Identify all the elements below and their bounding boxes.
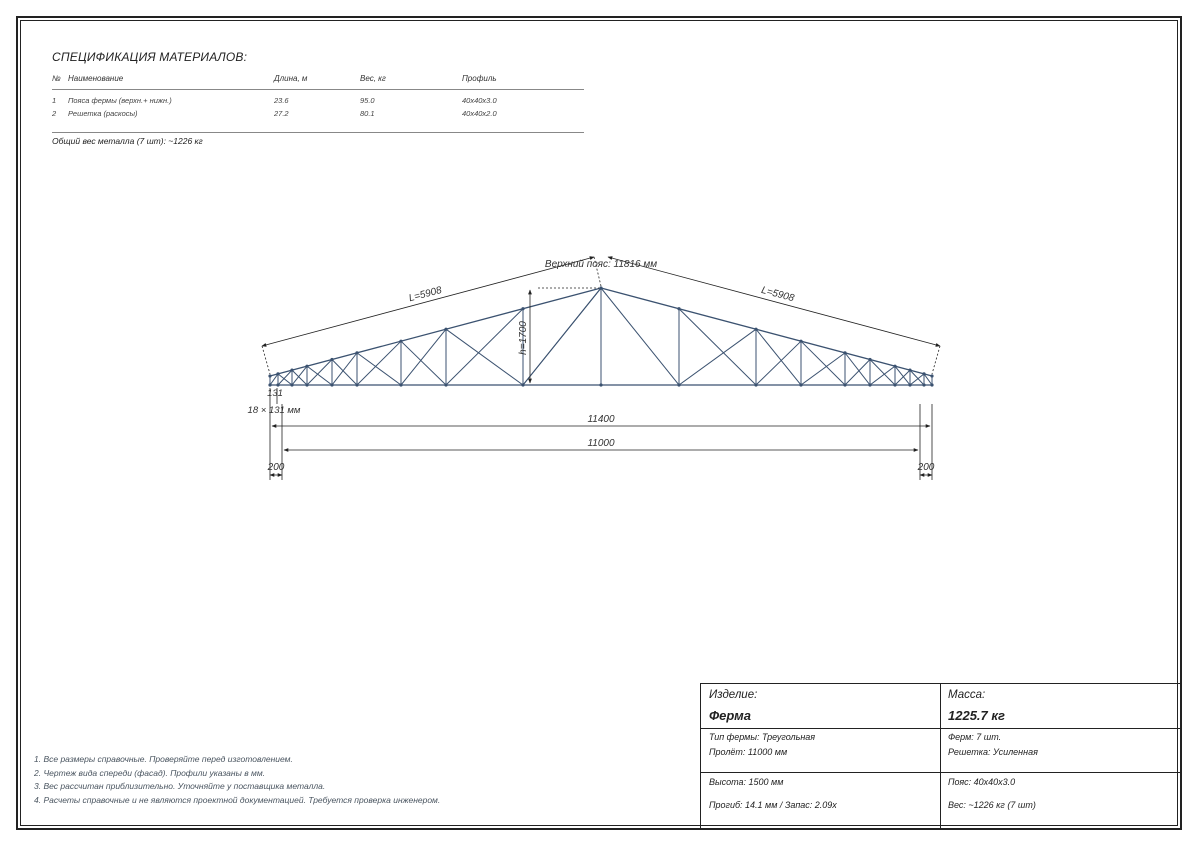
truss-node — [268, 383, 271, 386]
web-diagonal — [332, 353, 357, 385]
truss-node — [305, 383, 308, 386]
spec-cell-profile: 40x40x3.0 — [462, 96, 497, 105]
title-block — [700, 683, 1180, 828]
truss-node — [893, 365, 896, 368]
chord-profile: Пояс: 40x40x3.0 — [948, 777, 1016, 787]
truss-node — [930, 374, 933, 377]
step-label: 131 — [267, 388, 283, 399]
truss-node — [355, 351, 358, 354]
spec-cell-length: 23.6 — [274, 96, 289, 105]
web-diagonal — [357, 341, 401, 385]
left-top-chord — [270, 288, 601, 376]
truss-node — [908, 383, 911, 386]
spec-cell-num: 1 — [52, 96, 57, 105]
truss-node — [893, 383, 896, 386]
truss-node — [276, 383, 279, 386]
drawing-notes — [34, 753, 440, 807]
title-block-rule-1 — [701, 728, 1180, 729]
right-slope-dim-line — [608, 257, 940, 346]
truss-type: Тип фермы: Треугольная — [709, 732, 816, 742]
height-dimension — [530, 288, 599, 383]
truss-node — [276, 372, 279, 375]
mass-label: Масса: — [948, 689, 986, 701]
truss-node — [521, 383, 524, 386]
deflection-value: Прогиб: 14.1 мм / Запас: 2.09x — [709, 800, 837, 810]
note-item: 2. Чертеж вида спереди (фасад). Профили указаны в мм. — [34, 767, 266, 778]
height-label: h=1700 — [518, 321, 529, 355]
title-block-divider — [940, 684, 941, 828]
spec-header-name: Наименование — [68, 74, 124, 83]
truss-node — [521, 307, 524, 310]
truss-node — [930, 383, 933, 386]
truss-node — [677, 383, 680, 386]
truss-node — [868, 383, 871, 386]
web-diagonal — [523, 288, 601, 385]
product-label: Изделие: — [709, 689, 758, 701]
web-diagonal — [801, 341, 845, 385]
truss-node — [799, 383, 802, 386]
truss-members — [270, 288, 932, 385]
truss-node — [290, 369, 293, 372]
web-diagonal — [679, 309, 756, 385]
web-diagonal — [679, 329, 756, 385]
truss-node — [843, 383, 846, 386]
web-diagonal — [332, 360, 357, 385]
truss-node — [330, 383, 333, 386]
spec-cell-profile: 40x40x2.0 — [462, 109, 497, 118]
truss-node — [290, 383, 293, 386]
truss-node — [922, 372, 925, 375]
left-slope-ext-1 — [262, 346, 270, 374]
web-diagonal — [446, 309, 523, 385]
span-dim-label: 11000 — [587, 438, 615, 449]
note-item: 3. Вес рассчитан приблизительно. Уточняйте у поставщика металла. — [34, 781, 326, 791]
overall-dim-label: 11400 — [587, 414, 615, 425]
spec-cell-weight: 95.0 — [360, 96, 375, 105]
truss-node — [843, 351, 846, 354]
web-diagonal — [401, 341, 446, 385]
right-slope-label: L=5908 — [759, 284, 796, 305]
left-slope-dimension — [262, 257, 601, 374]
truss-node — [677, 307, 680, 310]
truss-node — [922, 383, 925, 386]
truss-count: Ферм: 7 шт. — [948, 732, 1002, 742]
right-top-chord — [601, 288, 932, 376]
spec-header-num: № — [52, 74, 61, 83]
truss-node — [399, 383, 402, 386]
truss-node — [754, 328, 757, 331]
web-diagonal — [357, 353, 401, 385]
web-diagonal — [845, 353, 870, 385]
total-weight-value: Вес: ~1226 кг (7 шт) — [948, 800, 1036, 810]
spec-header-profile: Профиль — [462, 74, 497, 83]
web-diagonal — [756, 341, 801, 385]
spec-title: СПЕЦИФИКАЦИЯ МАТЕРИАЛОВ: — [52, 50, 248, 64]
height-value: Высота: 1500 мм — [709, 777, 784, 787]
note-item: 1. Все размеры справочные. Проверяйте перед изготовлением. — [34, 754, 293, 764]
spec-cell-name: Пояса фермы (верхн.+ нижн.) — [68, 96, 172, 105]
truss-node — [599, 286, 602, 289]
spec-cell-length: 27.2 — [274, 109, 289, 118]
spec-total-weight: Общий вес металла (7 шт): ~1226 кг — [52, 136, 203, 146]
truss-node — [799, 340, 802, 343]
truss-node — [754, 383, 757, 386]
truss-node — [599, 383, 602, 386]
truss-node — [868, 358, 871, 361]
spec-cell-weight: 80.1 — [360, 109, 375, 118]
truss-node — [908, 369, 911, 372]
web-diagonal — [601, 288, 679, 385]
web-diagonal — [401, 329, 446, 385]
truss-node — [355, 383, 358, 386]
truss-node — [268, 374, 271, 377]
left-offset-label: 200 — [267, 462, 285, 473]
lattice-type: Решетка: Усиленная — [948, 747, 1038, 757]
left-slope-label: L=5908 — [407, 284, 444, 305]
right-offset-label: 200 — [917, 462, 935, 473]
truss-node — [330, 358, 333, 361]
right-slope-ext-1 — [932, 346, 940, 374]
top-chord-label: Верхний пояс: 11816 мм — [544, 259, 658, 270]
mass-value: 1225.7 кг — [948, 708, 1005, 723]
web-diagonal — [307, 366, 332, 385]
spec-header-length: Длина, м — [274, 74, 308, 83]
title-block-rule-2 — [701, 772, 1180, 773]
truss-node — [305, 365, 308, 368]
spec-cell-name: Решетка (раскосы) — [68, 109, 138, 118]
span-value: Пролёт: 11000 мм — [709, 747, 788, 757]
web-diagonal — [801, 353, 845, 385]
truss-node — [399, 340, 402, 343]
step-note: 18 × 131 мм — [247, 405, 301, 416]
web-diagonal — [756, 329, 801, 385]
right-slope-dimension — [608, 257, 940, 374]
spec-header-weight: Вес, кг — [360, 74, 386, 83]
spec-cell-num: 2 — [52, 109, 57, 118]
truss-node — [444, 328, 447, 331]
web-diagonal — [446, 329, 523, 385]
truss-node — [444, 383, 447, 386]
left-slope-dim-line — [262, 257, 594, 346]
web-diagonal — [845, 360, 870, 385]
product-value: Ферма — [709, 708, 751, 723]
note-item: 4. Расчеты справочные и не являются проектной документацией. Требуется проверка инженером. — [34, 794, 441, 805]
web-diagonal — [870, 366, 895, 385]
